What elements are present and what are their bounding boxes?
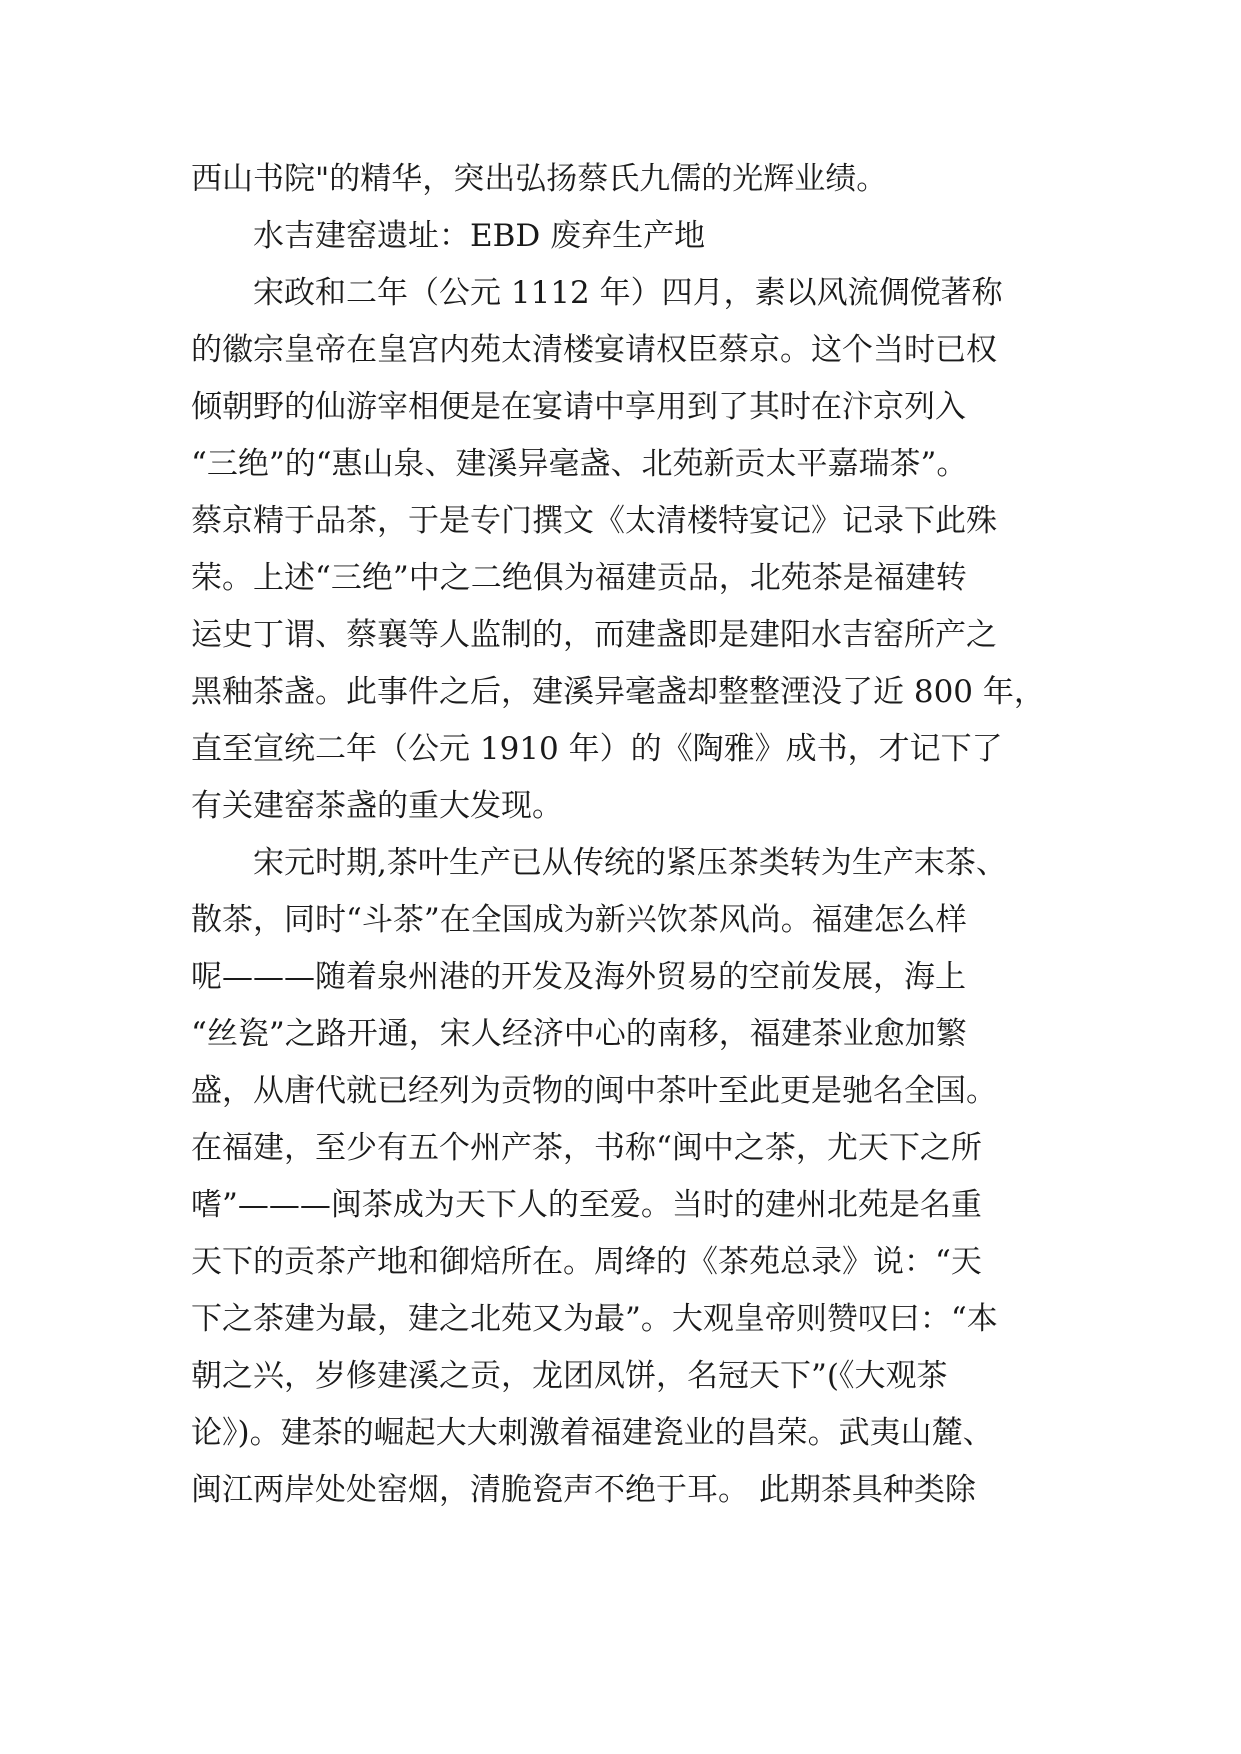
text-line: “三绝”的“惠山泉、建溪异毫盏、北苑新贡太平嘉瑞茶”。	[191, 446, 968, 482]
text-line: 嗜”———闽茶成为天下人的至爱。当时的建州北苑是名重	[191, 1187, 982, 1223]
text-line: 下之茶建为最，建之北苑又为最”。大观皇帝则赞叹曰：“本	[191, 1301, 998, 1337]
text-line: 盛，从唐代就已经列为贡物的闽中茶叶至此更是驰名全国。	[191, 1073, 997, 1109]
text-line: 论》)。建茶的崛起大大刺激着福建瓷业的昌荣。武夷山麓、	[191, 1415, 994, 1451]
text-line: 西山书院"的精华，突出弘扬蔡氏九儒的光辉业绩。	[191, 161, 888, 197]
text-line: 荣。上述“三绝”中之二绝俱为福建贡品，北苑茶是福建转	[191, 560, 967, 596]
body-text	[191, 151, 1071, 1519]
text-line: 宋元时期,茶叶生产已从传统的紧压茶类转为生产末茶、	[253, 845, 1007, 881]
text-line: 直至宣统二年（公元 1910 年）的《陶雅》成书，才记下了	[191, 731, 1003, 767]
text-line: 运史丁谓、蔡襄等人监制的，而建盏即是建阳水吉窑所产之	[191, 617, 997, 653]
text-line: 有关建窑茶盏的重大发现。	[191, 788, 563, 824]
section-heading: 水吉建窑遗址：EBD 废弃生产地	[253, 218, 706, 254]
text-line: 宋政和二年（公元 1112 年）四月，素以风流倜傥著称	[253, 275, 1003, 311]
text-line: 蔡京精于品茶，于是专门撰文《太清楼特宴记》记录下此殊	[191, 503, 997, 539]
text-line: “丝瓷”之路开通，宋人经济中心的南移，福建茶业愈加繁	[191, 1016, 967, 1052]
text-line: 天下的贡茶产地和御焙所在。周绛的《茶苑总录》说：“天	[191, 1244, 982, 1280]
text-line: 散茶，同时“斗茶”在全国成为新兴饮茶风尚。福建怎么样	[191, 902, 967, 938]
text-line: 呢———随着泉州港的开发及海外贸易的空前发展，海上	[191, 959, 966, 995]
text-line: 的徽宗皇帝在皇宫内苑太清楼宴请权臣蔡京。这个当时已权	[191, 332, 997, 368]
text-line: 倾朝野的仙游宰相便是在宴请中享用到了其时在汴京列入	[191, 389, 966, 425]
text-line: 朝之兴，岁修建溪之贡，龙团凤饼，名冠天下”(《大观茶	[191, 1358, 948, 1394]
text-line: 在福建，至少有五个州产茶，书称“闽中之茶，尤天下之所	[191, 1130, 982, 1166]
text-line: 黑釉茶盏。此事件之后，建溪异毫盏却整整湮没了近 800 年，	[191, 674, 1045, 710]
text-line: 闽江两岸处处窑烟，清脆瓷声不绝于耳。 此期茶具种类除	[191, 1472, 976, 1508]
